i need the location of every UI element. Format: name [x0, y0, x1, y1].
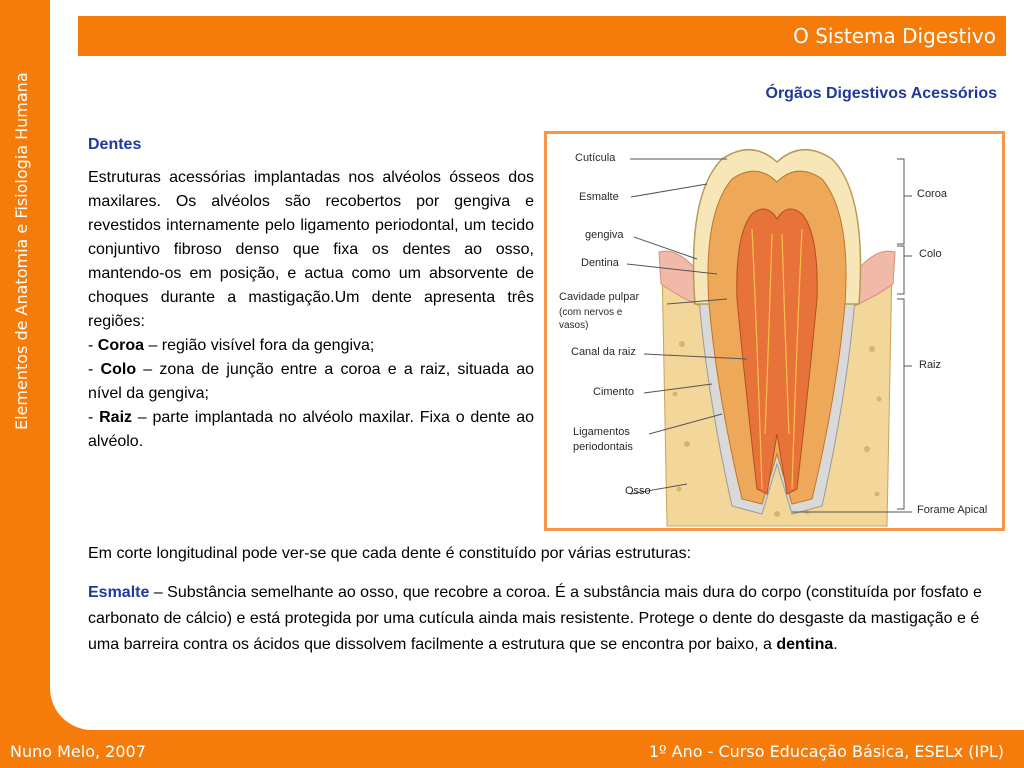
region-description: – zona de junção entre a coroa e a raiz, situada ao nível da gengiva;: [88, 361, 534, 402]
region-term: Coroa: [97, 337, 145, 354]
header-bar: [78, 16, 1006, 56]
sidebar-title: Elementos de Anatomia e Fisiologia Humana: [12, 72, 31, 430]
label-cavidade-pulpar-detail-2: vasos): [559, 320, 589, 331]
region-term: Raiz: [99, 409, 133, 426]
section-heading: Dentes: [88, 136, 142, 153]
intro-text-block: [88, 166, 534, 454]
esmalte-paragraph: [88, 580, 1003, 658]
dentina-term: dentina: [776, 636, 834, 653]
label-dentina: Dentina: [581, 257, 619, 269]
paragraph-end: .: [833, 636, 838, 653]
label-cavidade-pulpar: Cavidade pulpar: [559, 291, 640, 303]
label-cimento: Cimento: [593, 386, 634, 398]
label-periodontais: periodontais: [573, 441, 633, 453]
label-osso: Osso: [625, 485, 651, 497]
body-intro-paragraph: Em corte longitudinal pode ver-se que cada dente é constituído por várias estruturas:: [88, 545, 692, 562]
label-cuticula: Cutícula: [575, 152, 616, 164]
label-forame-apical: Forame Apical: [917, 504, 988, 516]
region-description: – parte implantada no alvéolo maxilar. Fixa o dente ao alvéolo.: [88, 409, 534, 450]
slide-subtitle: Órgãos Digestivos Acessórios: [765, 85, 997, 102]
esmalte-term: Esmalte: [88, 584, 150, 601]
label-cavidade-pulpar-detail-1: (com nervos e: [559, 307, 623, 318]
label-gengiva: gengiva: [585, 229, 624, 241]
label-raiz: Raiz: [919, 359, 942, 371]
label-coroa: Coroa: [917, 188, 947, 200]
esmalte-description: – Substância semelhante ao osso, que recobre a coroa. É a substância mais dura do corpo (constituída por fosfato e carbonato de cálcio) e está protegida por uma cutícula ainda mais resistente. Protege o dente do desgaste da mastigação e é uma barreira contra os ácidos que dissolvem facilmente a estrutura que se encontra por baixo, a: [88, 584, 982, 653]
region-item: [88, 334, 534, 358]
footer-course: 1º Ano - Curso Educação Básica, ESELx (IPL): [648, 742, 1004, 761]
label-ligamentos: Ligamentos: [573, 426, 630, 438]
label-colo: Colo: [919, 248, 942, 260]
region-bullet: -: [88, 409, 100, 426]
region-item: [88, 406, 534, 454]
region-bullet: -: [88, 361, 101, 378]
region-item: [88, 358, 534, 406]
sidebar: [0, 0, 50, 730]
region-term: Colo: [100, 361, 137, 378]
intro-paragraph: Estruturas acessórias implantadas nos alvéolos ósseos dos maxilares. Os alvéolos são recobertos por gengiva e revestidos internamente pelo ligamento periodontal, um tecido conjuntivo fibroso denso que fixa os dentes ao osso, mantendo-os em posição, e actua como um absorvente de choques durante a mastigação.Um dente apresenta três regiões:: [88, 169, 534, 330]
region-description: – região visível fora da gengiva;: [144, 337, 375, 354]
regions-list: [88, 334, 534, 454]
slide-title: O Sistema Digestivo: [793, 24, 996, 48]
region-bullet: -: [88, 337, 98, 354]
label-esmalte: Esmalte: [579, 191, 619, 203]
tooth-diagram: [544, 131, 1005, 531]
footer-author: Nuno Melo, 2007: [10, 742, 146, 761]
label-canal-da-raiz: Canal da raiz: [571, 346, 636, 358]
